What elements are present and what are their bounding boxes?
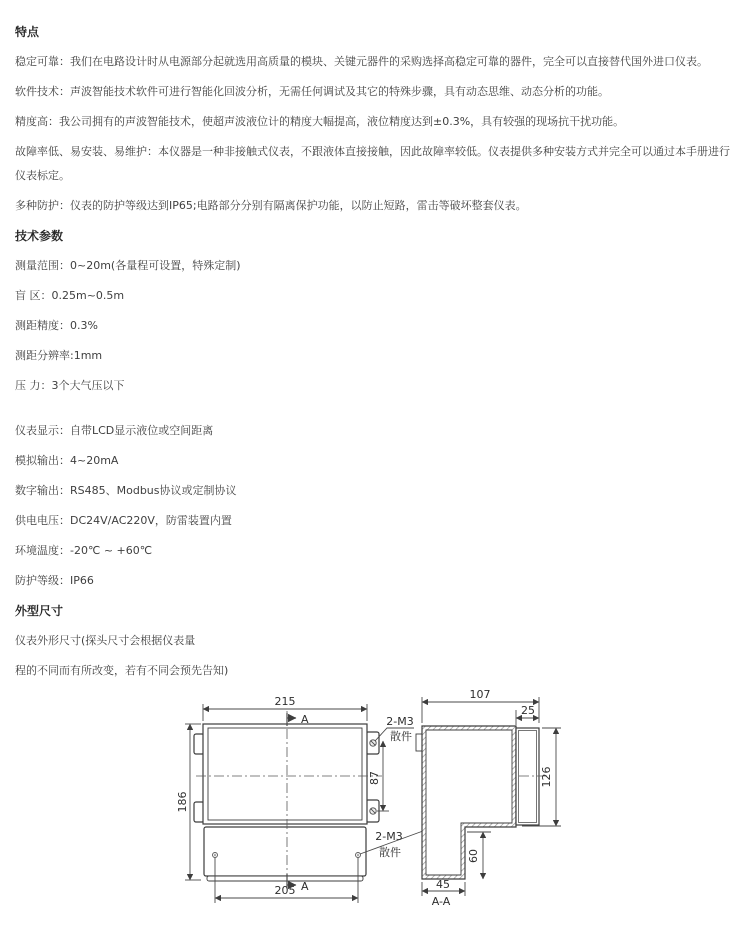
section-cover-inner <box>519 731 537 823</box>
spec-item: 盲 区：0.25m~0.5m <box>15 289 125 302</box>
feature-item: 软件技术：声波智能技术软件可进行智能化回波分析，无需任何调试及其它的特殊步骤，具有动态思维、动态分析的功能。 <box>15 85 609 98</box>
screw-callout-top-line2: 散件 <box>390 730 412 743</box>
section-label-a-bottom: A <box>301 880 309 893</box>
dim-label-87: 87 <box>368 771 381 785</box>
features-heading: 特点 <box>15 25 40 39</box>
housing-lower-lip <box>207 876 363 881</box>
housing-lower-outline <box>204 827 366 876</box>
dim-label-215: 215 <box>274 695 296 708</box>
front-view <box>176 695 423 903</box>
spec-item: 仪表显示：自带LCD显示液位或空间距离 <box>15 424 214 437</box>
section-label-a-top: A <box>301 713 309 726</box>
spec-item: 环境温度：-20℃ ~ +60℃ <box>15 544 153 557</box>
spec-item: 测量范围：0~20m(各量程可设置，特殊定制) <box>15 259 241 272</box>
dim-label-45: 45 <box>436 878 450 891</box>
spec-item: 模拟输出：4~20mA <box>15 454 119 467</box>
dim-label-107: 107 <box>469 688 491 701</box>
spec-item: 测距精度：0.3% <box>15 319 98 332</box>
spec-item: 供电电压：DC24V/AC220V，防雷装置内置 <box>15 514 232 527</box>
section-ear <box>416 734 422 751</box>
dim-leg-45 <box>422 878 465 896</box>
section-view <box>416 688 561 908</box>
dim-label-25: 25 <box>521 704 535 717</box>
outline-note-line1: 仪表外形尺寸(探头尺寸会根据仪表量 <box>15 634 196 647</box>
feature-item: 稳定可靠：我们在电路设计时从电源部分起就选用高质量的模块、关键元器件的采购选择高稳定可靠的器件，完全可以直接替代国外进口仪表。 <box>15 55 708 68</box>
dimension-drawing-svg <box>176 688 580 943</box>
housing-upper-inner <box>208 728 362 820</box>
feature-item: 故障率低、易安装、易维护：本仪器是一种非接触式仪表，不跟液体直接接触，因此故障率较低。仪表提供多种安装方式并完全可以通过本手册进行仪表标定。 <box>15 145 730 182</box>
specs-heading: 技术参数 <box>15 229 64 243</box>
dim-cover-25 <box>516 704 539 725</box>
screw-callout-top <box>375 715 414 743</box>
feature-item: 多种防护：仪表的防护等级达到IP65;电路部分分别有隔离保护功能，以防止短路，雷击等破坏整套仪表。 <box>15 199 527 212</box>
dim-label-126: 126 <box>540 766 553 788</box>
dim-label-60: 60 <box>467 849 480 863</box>
spec-item: 数字输出：RS485、Modbus协议或定制协议 <box>15 484 237 497</box>
feature-item: 精度高：我公司拥有的声波智能技术，使超声波液位计的精度大幅提高，液位精度达到±0.3%，具有较强的现场抗干扰功能。 <box>15 115 625 128</box>
dim-label-205: 205 <box>274 884 296 897</box>
screw-callout-bottom-line1: 2-M3 <box>375 830 403 843</box>
dimension-drawing <box>176 688 580 943</box>
spec-item: 压 力：3个大气压以下 <box>15 379 125 392</box>
screw-callout-bottom <box>360 830 423 859</box>
dim-label-186: 186 <box>176 791 189 813</box>
dim-width-215 <box>203 695 367 721</box>
spec-item: 防护等级：IP66 <box>15 574 94 587</box>
outline-note-line2: 程的不同而有所改变，若有不同会预先告知) <box>15 664 229 677</box>
screw-callout-bottom-line2: 散件 <box>379 846 401 859</box>
screw-callout-top-line1: 2-M3 <box>386 715 414 728</box>
outline-heading: 外型尺寸 <box>15 604 64 618</box>
section-view-label: A-A <box>431 895 451 908</box>
dim-leg-60 <box>467 832 491 879</box>
spec-item: 测距分辨率:1mm <box>15 349 103 362</box>
